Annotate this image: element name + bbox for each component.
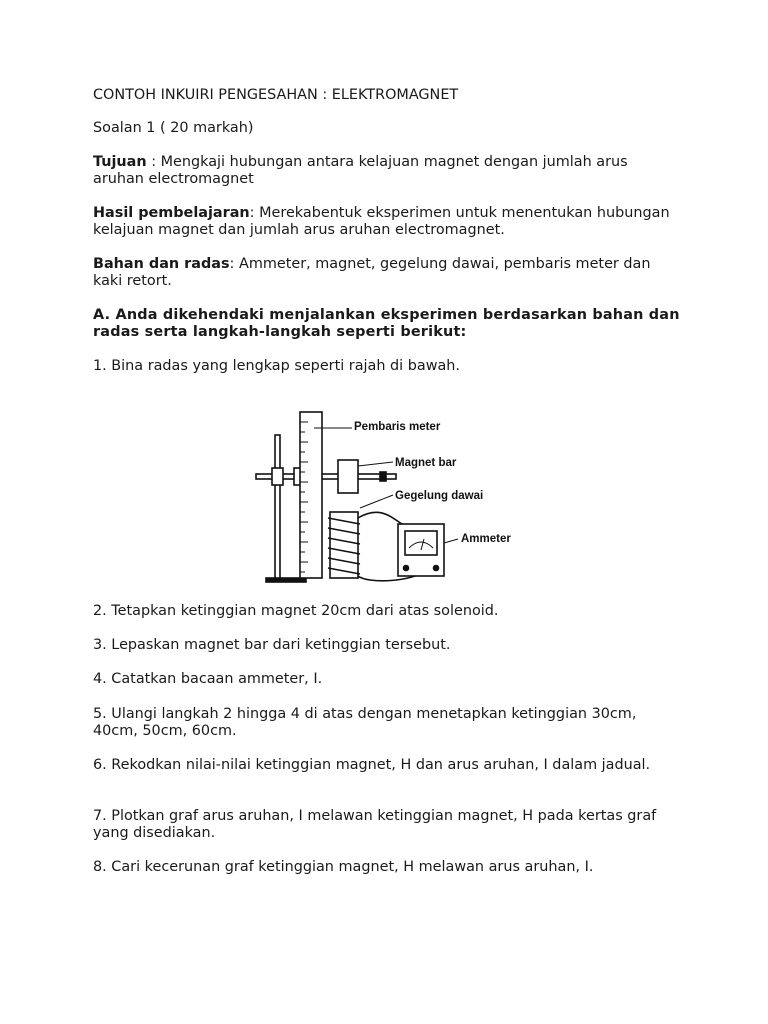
retort-rod	[275, 435, 280, 578]
label-magnet: Magnet bar	[395, 457, 457, 469]
question-heading: Soalan 1 ( 20 markah)	[93, 120, 254, 136]
step-2: 2. Tetapkan ketinggian magnet 20cm dari atas solenoid.	[93, 603, 499, 619]
objective-paragraph	[93, 154, 683, 188]
ammeter-pointer	[444, 539, 458, 543]
materials-text: : Ammeter, magnet, gegelung dawai, pembaris meter dan kaki retort.	[93, 256, 651, 289]
section-a-instruction: A. Anda dikehendaki menjalankan eksperimen berdasarkan bahan dan radas serta langkah-langkah seperti berikut:	[93, 307, 680, 340]
objective-text: : Mengkaji hubungan antara kelajuan magnet dengan jumlah arus aruhan electromagnet	[93, 154, 628, 187]
materials-paragraph	[93, 256, 683, 290]
document-title: CONTOH INKUIRI PENGESAHAN : ELEKTROMAGNET	[93, 87, 459, 103]
coil	[330, 512, 358, 578]
magnet-pointer	[358, 462, 393, 466]
step-6: 6. Rekodkan nilai-nilai ketinggian magnet, H dan arus aruhan, I dalam jadual.	[93, 757, 651, 773]
label-ruler: Pembaris meter	[354, 421, 441, 433]
apparatus-diagram	[248, 400, 538, 590]
learning-outcome-text: : Merekabentuk eksperimen untuk menentukan hubungan kelajuan magnet dan jumlah arus aruhan electromagnet.	[93, 205, 670, 238]
step-1: 1. Bina radas yang lengkap seperti rajah di bawah.	[93, 358, 460, 374]
label-coil: Gegelung dawai	[395, 490, 484, 502]
learning-outcome-paragraph	[93, 205, 683, 239]
step-7: 7. Plotkan graf arus aruhan, I melawan ketinggian magnet, H pada kertas graf yang disediakan.	[93, 808, 657, 841]
meter-rule	[300, 412, 322, 578]
step-8: 8. Cari kecerunan graf ketinggian magnet, H melawan arus aruhan, I.	[93, 859, 594, 875]
bar-magnet	[338, 460, 358, 493]
learning-outcome-label: Hasil pembelajaran	[93, 205, 250, 221]
objective-label: Tujuan	[93, 154, 147, 170]
step-4: 4. Catatkan bacaan ammeter, I.	[93, 671, 323, 687]
coil-pointer	[360, 495, 393, 508]
step-5: 5. Ulangi langkah 2 hingga 4 di atas dengan menetapkan ketinggian 30cm, 40cm, 50cm, 60cm.	[93, 706, 637, 739]
materials-label: Bahan dan radas	[93, 256, 230, 272]
label-ammeter: Ammeter	[461, 533, 511, 545]
step-3: 3. Lepaskan magnet bar dari ketinggian tersebut.	[93, 637, 451, 653]
